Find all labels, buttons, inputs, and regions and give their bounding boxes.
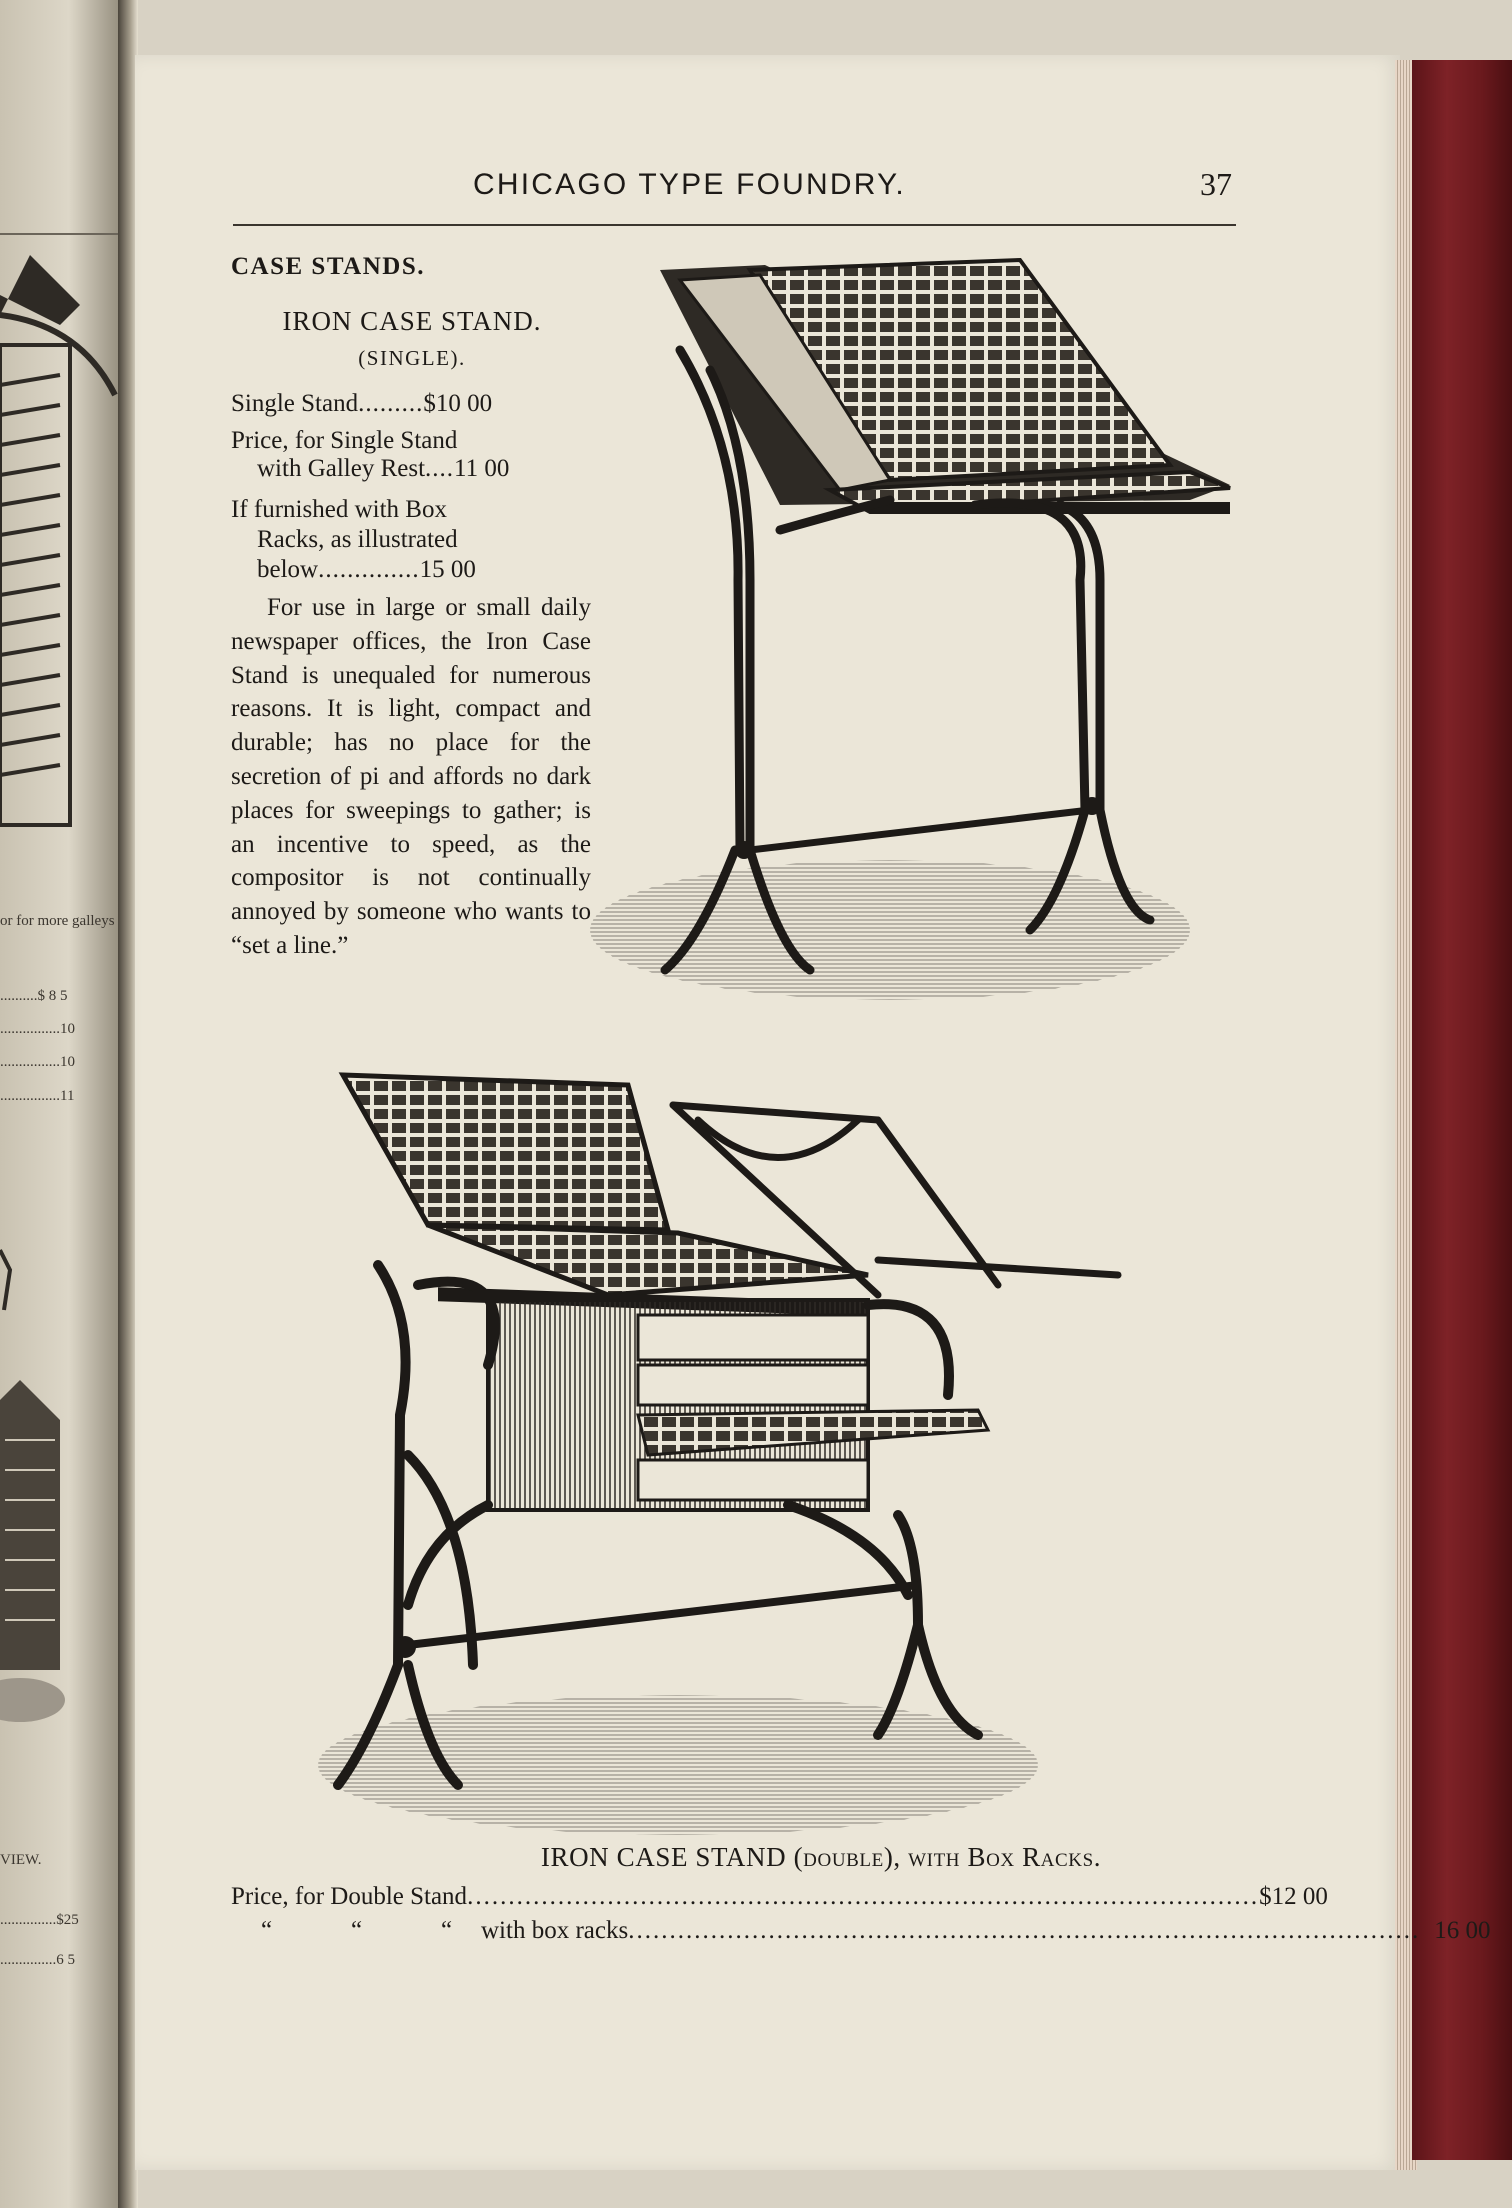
price-dots: ................................................................................................ bbox=[467, 1883, 1260, 1910]
price-label: with box racks bbox=[481, 1917, 629, 1944]
price-label: with Galley Rest bbox=[257, 455, 426, 482]
section-title: CASE STANDS. bbox=[231, 253, 425, 280]
left-dots: ................10 bbox=[0, 1021, 75, 1037]
price-line-double-racks bbox=[231, 1917, 1491, 1945]
price-line-galley bbox=[231, 427, 591, 483]
left-illustration-cabinet bbox=[0, 255, 120, 875]
left-dots: ..........$ 8 5 bbox=[0, 988, 68, 1004]
product-subtitle: (SINGLE). bbox=[358, 346, 466, 370]
product-title: IRON CASE STAND. bbox=[282, 306, 542, 336]
caption-small: (double), with Box Racks. bbox=[793, 1842, 1102, 1872]
ditto-mark: “ bbox=[441, 1917, 453, 1944]
left-fragment-text: or for more galleys bbox=[0, 913, 115, 929]
header-rule bbox=[233, 224, 1236, 226]
ditto-mark: “ bbox=[351, 1917, 363, 1944]
price-dots: .............. bbox=[318, 556, 420, 583]
price-label: below bbox=[257, 556, 319, 583]
left-dots: ................10 bbox=[0, 1054, 75, 1070]
double-stand-caption bbox=[0, 1842, 1512, 1873]
left-dots: ................11 bbox=[0, 1088, 75, 1104]
price-value: $10 00 bbox=[423, 390, 493, 417]
price-label: Racks, as illustrated bbox=[257, 526, 458, 553]
ditto-mark: “ bbox=[261, 1917, 273, 1944]
price-line-double bbox=[231, 1883, 1328, 1911]
price-label: If furnished with Box bbox=[231, 496, 447, 523]
caption-main: IRON CASE STAND bbox=[540, 1842, 787, 1872]
double-case-stand-illustration bbox=[318, 1065, 1138, 1835]
running-head: CHICAGO TYPE FOUNDRY. bbox=[473, 168, 906, 201]
left-page-rule bbox=[0, 233, 118, 235]
left-dots: ...............$25 bbox=[0, 1912, 79, 1928]
price-value: 15 00 bbox=[419, 556, 476, 583]
price-label: Price, for Single Stand bbox=[231, 427, 458, 454]
price-dots: ......... bbox=[358, 390, 424, 417]
product-description bbox=[231, 591, 591, 963]
price-value: $12 00 bbox=[1259, 1883, 1328, 1910]
left-illustration-cabinet-2 bbox=[0, 1250, 120, 1810]
price-line-box-racks bbox=[231, 495, 591, 585]
price-line-single bbox=[231, 390, 591, 418]
page-number: 37 bbox=[1200, 166, 1232, 202]
left-dots: ...............6 5 bbox=[0, 1952, 75, 1968]
left-view-label: VIEW. bbox=[0, 1852, 42, 1868]
price-label: Price, for Double Stand bbox=[231, 1883, 468, 1910]
left-page-fragment bbox=[0, 0, 125, 2208]
price-dots: .... bbox=[425, 455, 455, 482]
price-value: 16 00 bbox=[1434, 1917, 1491, 1944]
price-label: Single Stand bbox=[231, 390, 359, 417]
price-value: 11 00 bbox=[454, 455, 510, 482]
single-case-stand-illustration bbox=[590, 250, 1240, 1030]
price-dots: ................................................................................................ bbox=[628, 1917, 1421, 1944]
description-text: For use in large or small daily newspaper offices, the Iron Case Stand is unequaled for numerous reasons. It is light, compact and durable; has no place for the secretion of pi and affords no dark places for sweepings to gather; is an incentive to speed, as the compositor is not continually annoyed by someone who wants to “set a line.” bbox=[231, 594, 591, 959]
